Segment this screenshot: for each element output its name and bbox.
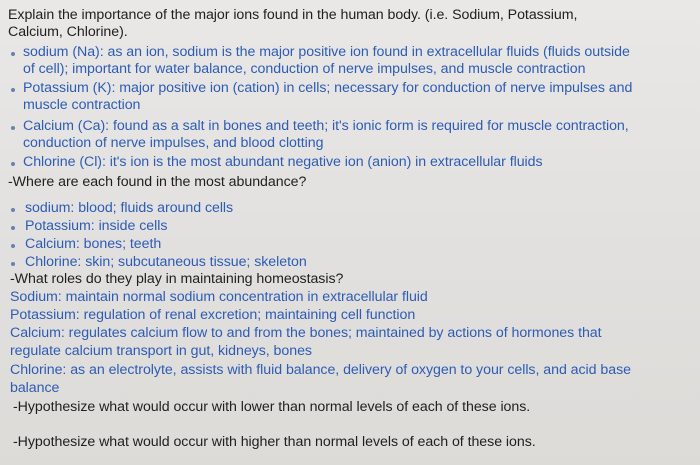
roles-calcium-line-2: regulate calcium transport in gut, kidneys, bones	[10, 343, 312, 359]
question-line-2: Calcium, Chlorine).	[8, 24, 128, 40]
roles-calcium-line-1: Calcium: regulates calcium flow to and from the bones; maintained by actions of hormones that	[10, 325, 602, 341]
where-sodium: sodium: blood; fluids around cells	[25, 200, 234, 216]
bullet-dot	[11, 244, 15, 248]
hypothesize-lower: -Hypothesize what would occur with lower than normal levels of each of these ions.	[13, 399, 531, 415]
where-question: -Where are each found in the most abundance?	[8, 174, 307, 190]
importance-sodium-line-2: of cell); important for water balance, conduction of nerve impulses, and muscle contraction	[23, 61, 586, 77]
question-line-1: Explain the importance of the major ions found in the human body. (i.e. Sodium, Potassium,	[8, 7, 578, 23]
hypothesize-higher: -Hypothesize what would occur with higher than normal levels of each of these ions.	[13, 434, 536, 450]
where-calcium: Calcium: bones; teeth	[25, 236, 162, 252]
importance-calcium-line-1: Calcium (Ca): found as a salt in bones and teeth; it's ionic form is required for muscle contraction,	[23, 118, 629, 134]
roles-sodium: Sodium: maintain normal sodium concentration in extracellular fluid	[10, 289, 428, 305]
bullet-dot	[11, 88, 15, 92]
bullet-dot	[11, 126, 15, 130]
roles-question: -What roles do they play in maintaining homeostasis?	[10, 271, 344, 287]
importance-sodium-line-1: sodium (Na): as an ion, sodium is the major positive ion found in extracellular fluids (fluids outside	[23, 44, 630, 60]
bullet-dot	[11, 52, 15, 56]
bullet-dot	[11, 262, 15, 266]
importance-calcium-line-2: conduction of nerve impulses, and blood clotting	[23, 135, 324, 151]
bullet-dot	[11, 208, 15, 212]
roles-potassium: Potassium: regulation of renal excretion; maintaining cell function	[10, 307, 416, 323]
roles-chlorine-line-2: balance	[10, 380, 60, 396]
bullet-dot	[11, 162, 15, 166]
importance-potassium-line-1: Potassium (K): major positive ion (cation) in cells; necessary for conduction of nerve impulses and	[23, 80, 633, 96]
where-chlorine: Chlorine: skin; subcutaneous tissue; skeleton	[25, 254, 307, 270]
importance-potassium-line-2: muscle contraction	[23, 97, 141, 113]
where-potassium: Potassium: inside cells	[25, 218, 168, 234]
roles-chlorine-line-1: Chlorine: as an electrolyte, assists with fluid balance, delivery of oxygen to your cells, and acid base	[10, 362, 631, 378]
bullet-dot	[11, 226, 15, 230]
importance-chlorine-line-1: Chlorine (Cl): it's ion is the most abundant negative ion (anion) in extracellular fluids	[23, 154, 543, 170]
